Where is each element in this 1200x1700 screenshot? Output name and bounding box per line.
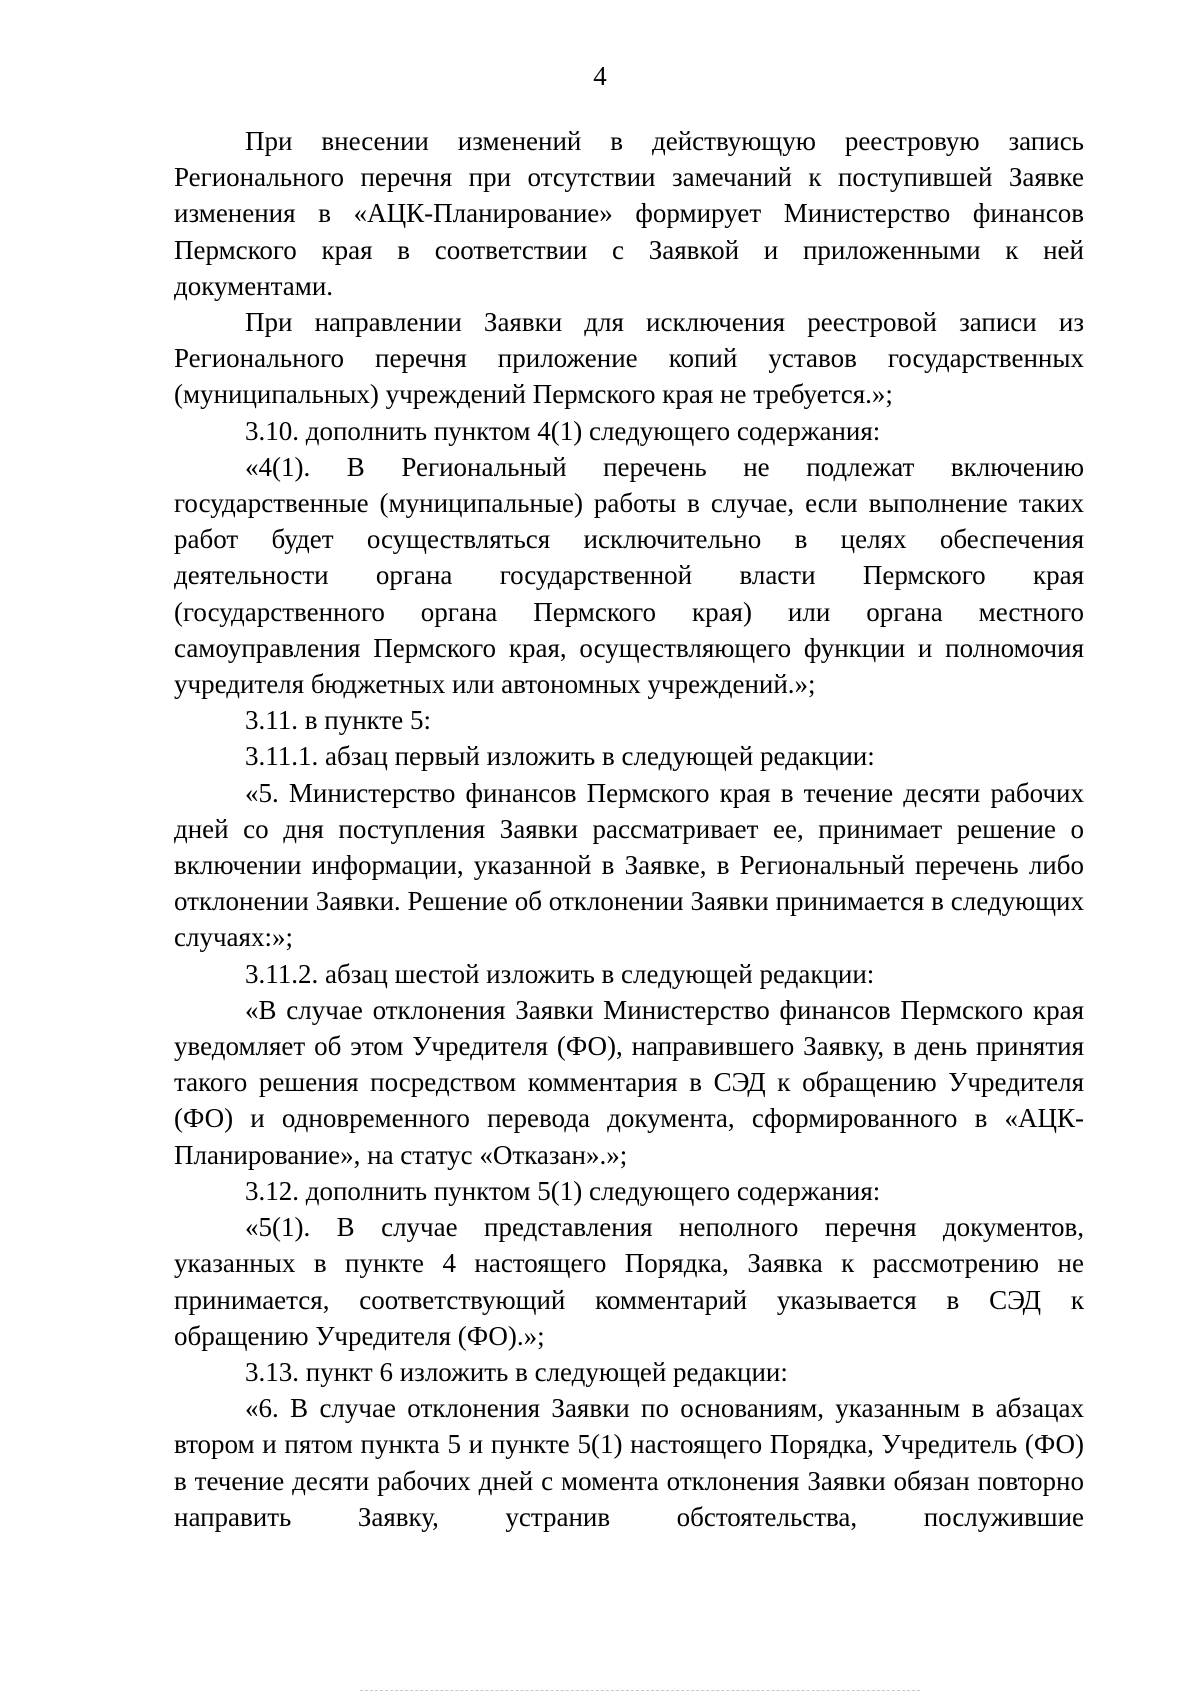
paragraph-rejection-notice: «В случае отклонения Заявки Министерство финансов Пермского края уведомляет об этом Учредителя (ФО), направившего Заявку, в день принятия такого решения посредством комментария в СЭД к обращению Учредителя (ФО) и одновременного перевода документа, сформированного в «АЦК-Планирование», на статус «Отказан».»;: [174, 994, 1084, 1170]
paragraph-item-3-10: 3.10. дополнить пунктом 4(1) следующего содержания:: [245, 415, 881, 446]
paragraph-clause-4-1: «4(1). В Региональный перечень не подлежат включению государственные (муниципальные) работы в случае, если выполнение таких работ будет осуществляться исключительно в целях обеспечения деятельности органа государственной власти Пермского края (государственного органа Пермского края) или органа местного самоуправления Пермского края, осуществляющего функции и полномочия учредителя бюджетных или автономных учреждений.»;: [174, 451, 1084, 700]
paragraph-clause-5: «5. Министерство финансов Пермского края в течение десяти рабочих дней со дня поступления Заявки рассматривает ее, принимает решение о включении информации, указанной в Заявке, в Региональный перечень либо отклонении Заявки. Решение об отклонении Заявки принимается в следующих случаях:»;: [174, 777, 1084, 953]
paragraph-item-3-11: 3.11. в пункте 5:: [245, 705, 431, 736]
paragraph-item-3-12: 3.12. дополнить пунктом 5(1) следующего содержания:: [245, 1175, 881, 1206]
paragraph-clause-6: «6. В случае отклонения Заявки по основаниям, указанным в абзацах втором и пятом пункта 5 и пункте 5(1) настоящего Порядка, Учредитель (ФО) в течение десяти рабочих дней с момента отклонения Заявки обязан повторно направить Заявку, устранив обстоятельства, послужившие: [174, 1393, 1084, 1532]
document-body: [174, 123, 1084, 1535]
paragraph-amendment-procedure: При внесении изменений в действующую реестровую запись Регионального перечня при отсутствии замечаний к поступившей Заявке изменения в «АЦК-Планирование» формирует Министерство финансов Пермского края в соответствии с Заявкой и приложенными к ней документами.: [174, 126, 1084, 301]
paragraph-item-3-11-1: 3.11.1. абзац первый изложить в следующей редакции:: [245, 741, 875, 772]
paragraph-clause-5-1: «5(1). В случае представления неполного перечня документов, указанных в пункте 4 настоящего Порядка, Заявка к рассмотрению не принимается, соответствующий комментарий указывается в СЭД к обращению Учредителя (ФО).»;: [174, 1212, 1084, 1351]
paragraph-item-3-11-2: 3.11.2. абзац шестой изложить в следующей редакции:: [245, 958, 875, 989]
paragraph-exclusion-request: При направлении Заявки для исключения реестровой записи из Регионального перечня приложение копий уставов государственных (муниципальных) учреждений Пермского края не требуется.»;: [174, 307, 1084, 410]
page-number: 4: [593, 61, 607, 91]
scan-edge-divider: [360, 1690, 920, 1691]
paragraph-item-3-13: 3.13. пункт 6 изложить в следующей редакции:: [245, 1356, 788, 1387]
